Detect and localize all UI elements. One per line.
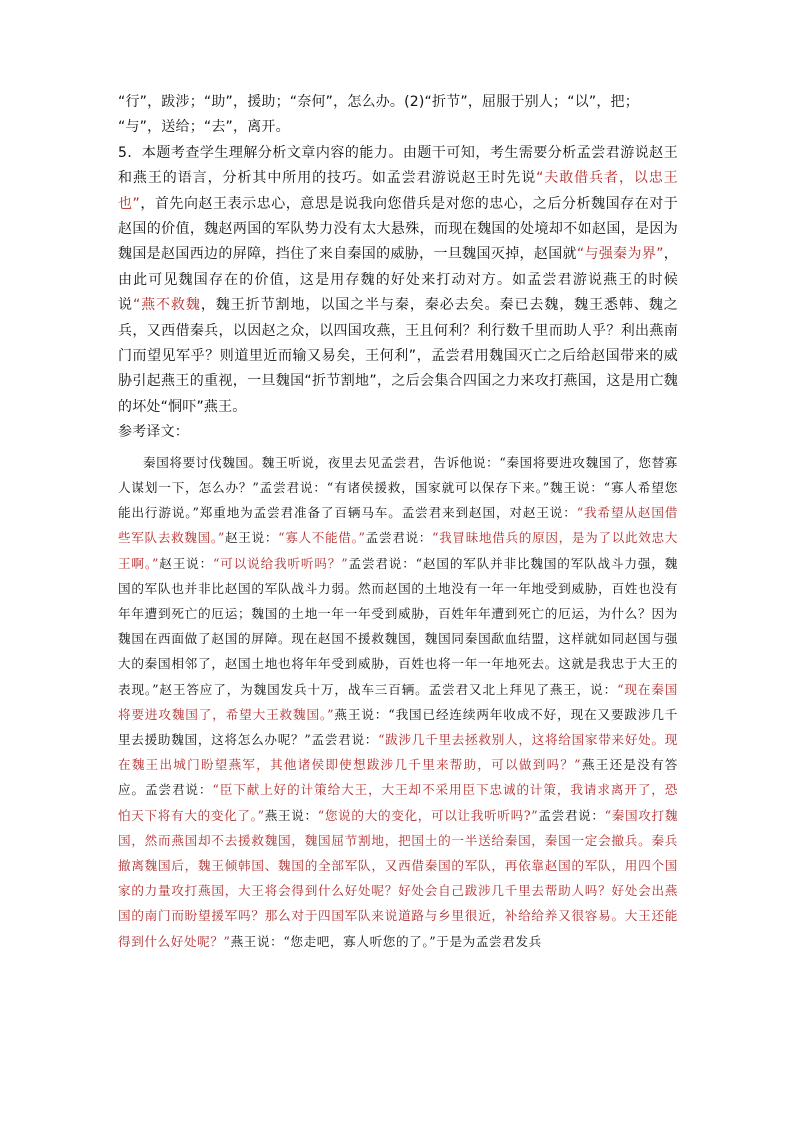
quote-highlight: “夫敢借兵者，以忠王也” <box>118 170 678 212</box>
translation-quote: “我希望从赵国借些军队去救魏国。” <box>118 505 678 546</box>
translation-segment: 孟尝君说： <box>365 530 433 546</box>
answer-paragraph-1 <box>118 90 678 141</box>
translation-quote: “我冒昧地借兵的原因，是为了以此效忠大王啊。” <box>118 530 678 571</box>
translation-quote: “现在秦国将要进攻魏国了，希望大王救魏国。” <box>118 681 678 722</box>
answer-text-segment: ，首先向赵王表示忠心，意思是说我向您借兵是对您的忠心，之后分析魏国存在对于赵国的价值，魏赵两国的军队势力没有太大悬殊，而现在魏国的处境却不如赵国，是因为魏国是赵国西边的屏障，挡住了来自秦国的威胁，一旦魏国灭掉，赵国就 <box>118 195 678 263</box>
translation-segment: 秦国将要讨伐魏国。魏王听说，夜里去见孟尝君，告诉他说：“秦国将要进攻魏国了，您替寡人谋划一下，怎么办？”孟尝君说：“有诸侯援救，国家就可以保存下来。”魏王说：“寡人希望您能出行游说。”郑重地为孟尝君准备了百辆马车。孟尝君来到赵国，对赵王说： <box>118 454 678 521</box>
document-page <box>118 90 678 954</box>
answer-text-segment: ，由此可见魏国存在的价值，这是用存魏的好处来打动对方。如孟尝君游说燕王的时候说 <box>118 246 678 314</box>
translation-quote: “臣下献上好的计策给大王，大王却不采用臣下忠诚的计策，我请求离开了，恐怕天下将有大的变化了。” <box>118 782 678 823</box>
translation-paragraph <box>118 450 678 954</box>
answer-text-segment: “行”，跋涉；“助”，援助；“奈何”，怎么办。(2)“折节”，屈服于别人；“以”，把； <box>118 94 639 110</box>
translation-quote: “秦国攻打魏国，然而燕国却不去援救魏国，魏国屈节割地，把国土的一半送给秦国，秦国一定会撤兵。秦兵撤离魏国后，魏王倾韩国、魏国的全部军队，又西借秦国的军队，再依靠赵国的军队，用四个国家的力量攻打燕国，大王将会得到什么好处呢？好处会自己跋涉几千里去帮助人吗？好处会出燕国的南门而盼望援军吗？那么对于四国军队来说道路与乡里很近，补给给养又很容易。大王还能得到什么好处呢？” <box>118 807 679 949</box>
answer-paragraph-5 <box>118 141 678 420</box>
answer-section <box>118 90 678 446</box>
reference-translation-heading: 参考译文： <box>118 424 189 441</box>
quote-highlight: “与强秦为界” <box>576 246 664 263</box>
answer-text-segment: ，魏王折节割地，以国之半与秦，秦必去矣。秦已去魏，魏王悉韩、魏之兵，又西借秦兵，以因赵之众，以四国攻燕，王且何利？利行数千里而助人乎？利出燕南门而望见军乎？则道里近而输又易矣，王何利”，孟尝君用魏国灭亡之后给赵国带来的威胁引起燕王的重视，一旦魏国“折节割地”，之后会集合四国之力来攻打燕国，这是用亡魏的坏处“恫吓”燕王。 <box>118 297 678 415</box>
translation-segment: 燕王还是没有答应。孟尝君说： <box>118 757 679 798</box>
translation-segment: 燕王说：“您走吧，寡人听您的了。”于是为孟尝君发兵 <box>230 933 542 949</box>
translation-quote: “您说的大的变化，可以让我听听吗?” <box>317 807 539 823</box>
translation-segment: 燕王说：“我国已经连续两年收成不好，现在又要跋涉几千里去援助魏国，这将怎么办呢？”孟尝君说： <box>118 706 678 747</box>
translation-section <box>118 450 678 954</box>
translation-quote: “跋涉几千里去拯救别人，这将给国家带来好处。现在魏王出城门盼望燕军，其他诸侯即使想跋涉几千里来帮助，可以做到吗？” <box>118 731 678 773</box>
answer-text-segment: 5．本题考查学生理解分析文章内容的能力。由题干可知，考生需要分析孟尝君游说赵王和燕王的语言，分析其中所用的技巧。如孟尝君游说赵王时先说 <box>118 144 678 187</box>
translation-segment: 孟尝君说：“赵国的军队并非比魏国的军队战斗力强，魏国的军队也并非比赵国的军队战斗力弱。然而赵国的土地没有一年一年地受到威胁，百姓也没有年年遭到死亡的厄运；魏国的土地一年一年受到威胁，百姓年年遭到死亡的厄运，为什么？因为魏国在西面做了赵国的屏障。现在赵国不援救魏国，魏国同秦国歃血结盟，这样就如同赵国与强大的秦国相邻了，赵国土地也将年年受到威胁，百姓也将一年一年地死去。这就是我忠于大王的表现。”赵王答应了，为魏国发兵十万，战车三百辆。孟尝君又北上拜见了燕王，说： <box>118 555 678 697</box>
translation-segment: 孟尝君说： <box>538 807 605 823</box>
translation-quote: “可以说给我听听吗？” <box>213 555 349 571</box>
answer-text-segment: “与”，送给；“去”，离开。 <box>118 119 290 136</box>
translation-segment: 赵王说： <box>224 530 279 546</box>
translation-segment: 燕王说： <box>264 807 318 823</box>
quote-highlight: “燕不救魏 <box>132 297 201 314</box>
translation-quote: “寡人不能借。” <box>278 530 366 546</box>
translation-segment: 赵王说： <box>159 555 214 571</box>
